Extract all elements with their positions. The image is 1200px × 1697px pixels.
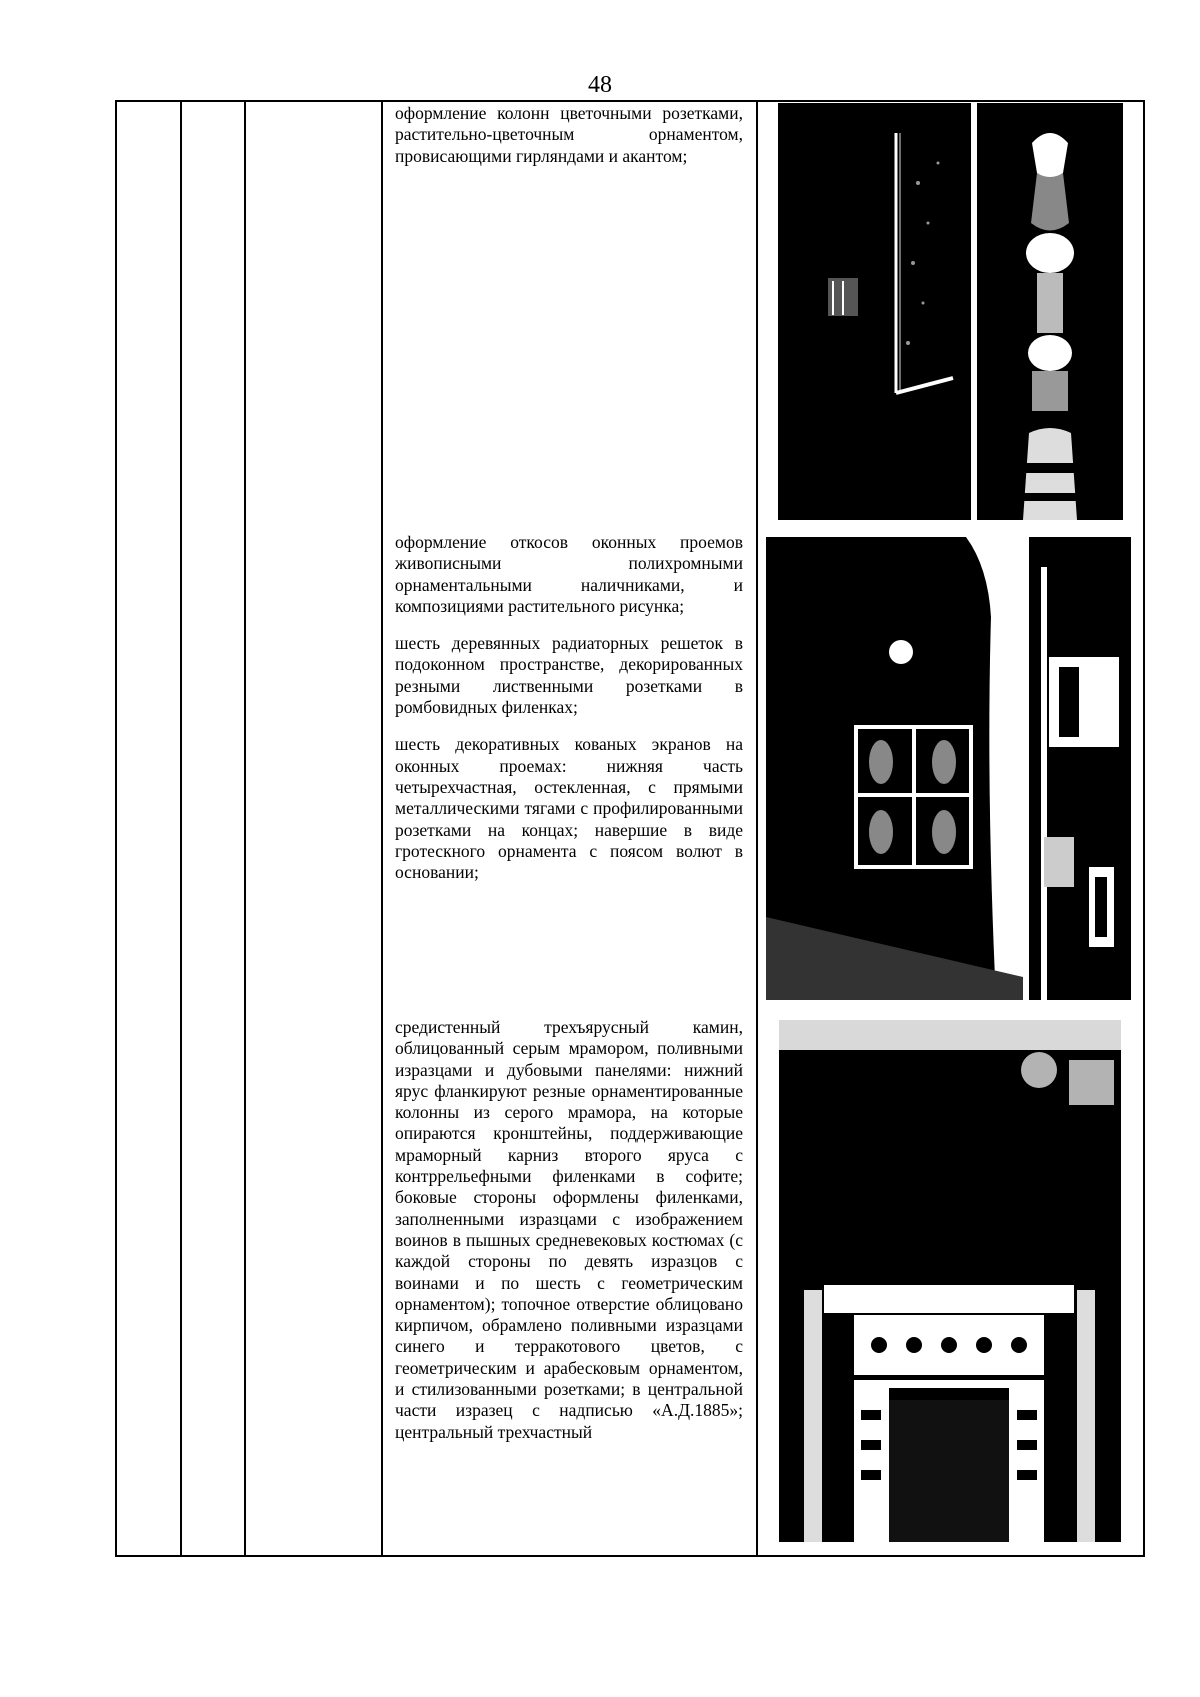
- photo-window-reveal: [766, 537, 1023, 1000]
- photo-column-detail: [778, 103, 971, 520]
- entry-column-decoration: [395, 103, 743, 183]
- table-column-divider: [381, 102, 383, 1555]
- entry-window-decoration: [395, 532, 743, 899]
- description-paragraph: шесть декоративных кованых экранов на оконных проемах: нижняя часть четырехчастная, остекленная, с прямыми металлическими тягами с профилированными розетками на концах; навершие в виде гротескного орнамента с поясом волют в основании;: [395, 734, 743, 883]
- photo-column-capital: [977, 103, 1123, 520]
- photo-window-screen: [1029, 537, 1131, 1000]
- photo-fireplace: [779, 1020, 1121, 1542]
- page-number: 48: [588, 72, 612, 98]
- table-column-divider: [756, 102, 758, 1555]
- description-paragraph: средистенный трехъярусный камин, облицованный серым мрамором, поливными изразцами и дубовыми панелями: нижний ярус фланкируют резные орнаментированные колонны из серого мрамора, на которые опираются кронштейны, поддерживающие мраморный карниз второго яруса с контррельефными филенками в софите; боковые стороны оформлены филенками, заполненными изразцами с изображением воинов в пышных средневековых костюмах (с каждой стороны по девять изразцов с воинами и по шесть с геометрическим орнаментом); топочное отверстие облицовано кирпичом, обрамлено поливными изразцами синего и терракотового цветов, с геометрическим и арабесковым орнаментом, и стилизованными розетками; в центральной части изразец с надписью «А.Д.1885»; центральный трехчастный: [395, 1017, 743, 1442]
- description-paragraph: оформление колонн цветочными розетками, растительно-цветочным орнаментом, провисающими гирляндами и акантом;: [395, 103, 743, 166]
- description-paragraph: шесть деревянных радиаторных решеток в подоконном пространстве, декорированных резными лиственными розетками в ромбовидных филенках;: [395, 633, 743, 718]
- table-column-divider: [244, 102, 246, 1555]
- entry-fireplace: [395, 1017, 743, 1459]
- table-column-divider: [180, 102, 182, 1555]
- description-paragraph: оформление откосов оконных проемов живописными полихромными орнаментальными наличниками, и композициями растительного рисунка;: [395, 532, 743, 616]
